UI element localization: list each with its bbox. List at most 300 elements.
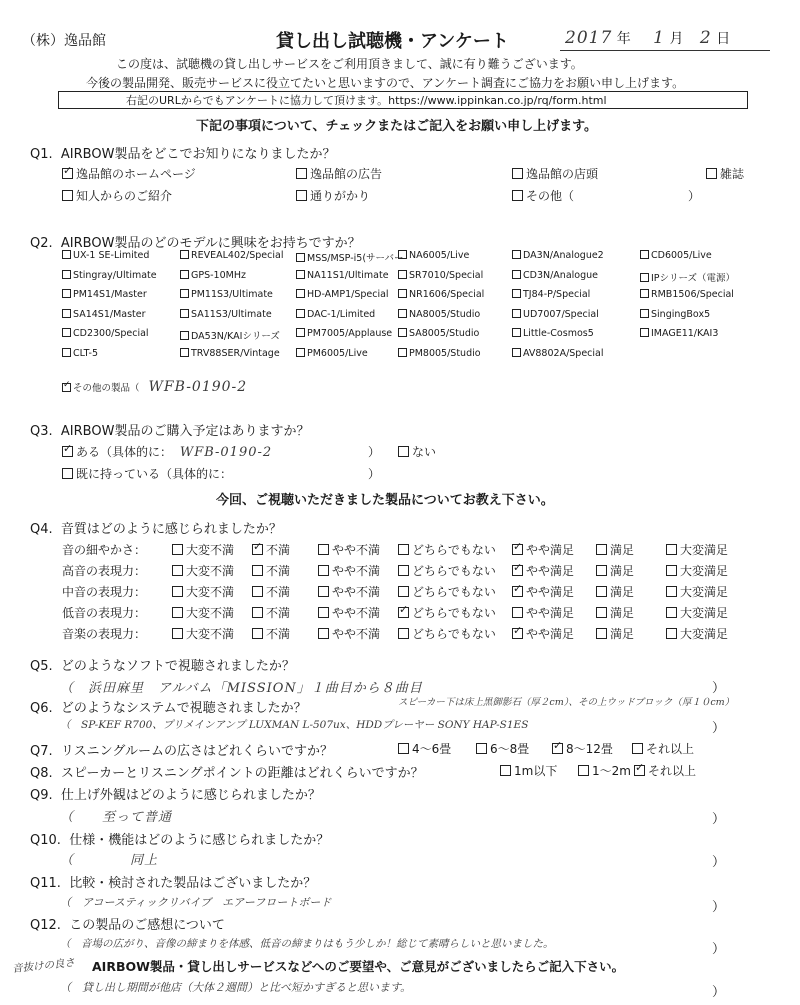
q4-rating-option-label: 満足 <box>610 585 635 599</box>
checkbox[interactable] <box>398 348 407 357</box>
q4-rating-option-label: 不満 <box>266 627 291 641</box>
q2-label: Q2. <box>30 236 53 251</box>
checkbox[interactable] <box>398 289 407 298</box>
q11-answer[interactable]: （ アコースティックリバイブ エアーフロートボード <box>60 896 332 909</box>
q4-rating-option[interactable] <box>512 541 574 558</box>
checkbox[interactable] <box>318 607 329 618</box>
q4-rating-option[interactable] <box>596 562 634 579</box>
q2-other-products[interactable] <box>62 379 247 395</box>
q4-rating-option[interactable] <box>666 583 728 600</box>
model-option-label: PM11S3/Ultimate <box>191 289 273 300</box>
model-option[interactable] <box>62 328 149 339</box>
q4-rating-option[interactable] <box>596 541 634 558</box>
q12-text: この製品のご感想について <box>69 918 225 933</box>
q10-close: ） <box>712 855 726 870</box>
q7-label: Q7. <box>30 744 53 759</box>
model-option-label: DA53N/KAIシリーズ <box>191 331 280 342</box>
checkbox[interactable] <box>398 743 409 754</box>
model-option-label: RMB1506/Special <box>651 289 734 300</box>
q4-rating-option-label: どちらでもない <box>412 606 496 620</box>
checkbox[interactable] <box>296 328 305 337</box>
checkbox[interactable] <box>180 348 189 357</box>
q4-rating-option[interactable] <box>318 583 380 600</box>
model-option-label: UD7007/Special <box>523 308 599 320</box>
intro-line-2: 今後の製品開発、販売サービスに役立てたいと思いますので、アンケート調査にご協力をお願い申し上げます。 <box>86 76 685 90</box>
q2-other-label: その他の製品（ <box>73 383 140 394</box>
q4-rating-option-label: 大変満足 <box>680 564 729 578</box>
checkbox[interactable] <box>640 309 649 318</box>
checkbox[interactable] <box>296 270 305 279</box>
checkbox-checked[interactable] <box>512 565 523 576</box>
checkbox[interactable] <box>512 348 521 357</box>
model-option[interactable] <box>640 250 712 261</box>
q4-rating-option-label: やや満足 <box>526 543 575 557</box>
checkbox[interactable] <box>666 628 677 639</box>
q4-rating-option-label: やや満足 <box>526 585 575 599</box>
q4-rating-option[interactable] <box>252 562 290 579</box>
checkbox-checked[interactable] <box>62 383 71 392</box>
model-option[interactable] <box>296 348 368 359</box>
q4-rating-option[interactable] <box>398 625 496 642</box>
checkbox[interactable] <box>512 168 523 179</box>
q4-rating-option-label: 大変満足 <box>680 543 729 557</box>
model-option[interactable] <box>296 270 389 281</box>
final-side-note[interactable]: 音抜けの良さ <box>11 956 76 976</box>
checkbox[interactable] <box>666 565 677 576</box>
checkbox[interactable] <box>252 607 263 618</box>
q4-rating-option[interactable] <box>596 583 634 600</box>
model-option[interactable] <box>512 328 594 339</box>
company-name: （株）逸品館 <box>22 33 106 49</box>
model-option[interactable] <box>180 250 283 261</box>
q9-question <box>30 784 321 803</box>
q4-row-label: 中音の表現力： <box>62 585 147 599</box>
q6-answer[interactable]: （ SP-KEF R700、プリメインアンプ LUXMAN L-507ux、HDDプレーヤー SONY HAP-S1ES <box>60 719 529 731</box>
model-option-label: REVEAL402/Special <box>191 250 284 261</box>
checkbox[interactable] <box>172 544 183 555</box>
date-year: 2017 <box>565 28 613 48</box>
q6-note[interactable]: スピーカー下は床上黒御影石（厚２cm）、その上ウッドブロック（厚１０cm） <box>398 697 735 708</box>
q8-option[interactable] <box>578 762 631 779</box>
final-answer[interactable]: （ 貸し出し期間が他店（大体２週間）と比べ短かすぎると思います。 <box>60 981 412 994</box>
q3-opt-own[interactable]: 既に持っている（具体的に： <box>62 465 232 482</box>
section-heading: 今回、ご視聴いただきました製品についてお教え下さい。 <box>216 493 554 508</box>
q6-close: ） <box>712 721 726 736</box>
model-option-label: SA8005/Studio <box>409 328 480 339</box>
q4-rating-option[interactable] <box>398 541 496 558</box>
checkbox-checked[interactable] <box>634 765 645 776</box>
q4-rating-option[interactable] <box>172 562 234 579</box>
q4-rating-option-label: やや不満 <box>332 627 381 641</box>
q4-rating-option-label: やや満足 <box>526 606 575 620</box>
checkbox[interactable] <box>180 309 189 318</box>
q4-rating-option-label: どちらでもない <box>412 627 496 641</box>
q4-rating-option-label: 満足 <box>610 627 635 641</box>
checkbox[interactable] <box>62 328 71 337</box>
checkbox[interactable] <box>398 565 409 576</box>
q4-rating-option[interactable] <box>512 562 574 579</box>
q3-opt-own-close: ） <box>368 467 381 481</box>
final-close: ） <box>712 985 726 1000</box>
checkbox[interactable] <box>640 273 649 282</box>
model-option[interactable] <box>62 270 157 281</box>
q3-text: AIRBOW製品のご購入予定はありますか？ <box>60 424 310 439</box>
model-option-label: DA3N/Analogue2 <box>523 250 604 261</box>
q7-option[interactable] <box>552 740 613 757</box>
checkbox-checked[interactable] <box>512 544 523 555</box>
q4-rating-option-label: 不満 <box>266 543 291 557</box>
model-option[interactable] <box>296 328 392 339</box>
q10-answer[interactable]: （ 同上 <box>60 853 159 868</box>
model-option[interactable] <box>398 348 481 359</box>
checkbox[interactable] <box>596 607 607 618</box>
q4-rating-option[interactable] <box>172 583 234 600</box>
q3-opt-no[interactable]: ない <box>398 443 436 460</box>
date-field[interactable] <box>565 28 730 48</box>
q4-rating-option[interactable] <box>596 625 634 642</box>
model-option[interactable] <box>512 289 590 300</box>
checkbox[interactable] <box>512 190 523 201</box>
q4-rating-option[interactable] <box>596 604 634 621</box>
q4-rating-option[interactable] <box>398 604 496 621</box>
checkbox[interactable] <box>62 468 73 479</box>
checkbox[interactable] <box>252 565 263 576</box>
model-option-label: PM14S1/Master <box>73 289 147 300</box>
model-option-label: GPS-10MHz <box>191 269 246 281</box>
model-option-label: TJ84-P/Special <box>523 289 591 300</box>
q4-row-label: 高音の表現力： <box>62 564 147 578</box>
q9-text: 仕上げ外観はどのように感じられましたか？ <box>60 788 321 803</box>
q4-rating-option[interactable] <box>172 541 234 558</box>
q4-rating-option[interactable] <box>172 604 234 621</box>
q4-rating-option[interactable] <box>666 625 728 642</box>
q4-rating-option-label: 満足 <box>610 564 635 578</box>
q6-label: Q6. <box>30 701 53 716</box>
checkbox[interactable] <box>632 743 643 754</box>
q5-text: どのようなソフトで視聴されましたか？ <box>60 659 295 674</box>
q4-rating-option-label: 大変不満 <box>186 543 235 557</box>
q4-rating-option[interactable] <box>512 583 574 600</box>
checkbox[interactable] <box>596 628 607 639</box>
q8-text: スピーカーとリスニングポイントの距離はどれくらいですか？ <box>60 766 424 781</box>
checkbox[interactable] <box>596 544 607 555</box>
q4-rating-option[interactable] <box>398 583 496 600</box>
checkbox[interactable] <box>296 253 305 262</box>
q4-rating-option[interactable] <box>512 604 574 621</box>
checkbox[interactable] <box>640 250 649 259</box>
checkbox[interactable] <box>296 168 307 179</box>
model-option[interactable] <box>398 289 484 300</box>
date-underline <box>560 50 770 51</box>
model-option-label: AV8802A/Special <box>523 347 604 359</box>
q4-rating-option[interactable] <box>512 625 574 642</box>
date-day: 2 <box>699 28 712 48</box>
model-option-label: CD2300/Special <box>73 328 149 339</box>
checkbox[interactable] <box>398 586 409 597</box>
checkbox[interactable] <box>62 250 71 259</box>
q11-close: ） <box>712 900 726 915</box>
q4-rating-option-label: やや不満 <box>332 606 381 620</box>
checkbox-checked[interactable] <box>62 168 73 179</box>
q10-label: Q10. <box>30 833 61 848</box>
checkbox[interactable] <box>62 348 71 357</box>
q1-opt-ad[interactable]: 逸品館の広告 <box>296 165 382 182</box>
checkbox[interactable] <box>666 586 677 597</box>
q4-rating-option-label: 満足 <box>610 543 635 557</box>
checkbox[interactable] <box>512 309 521 318</box>
model-option[interactable] <box>640 289 734 300</box>
model-option[interactable] <box>640 270 735 284</box>
checkbox[interactable] <box>172 586 183 597</box>
model-option-label: PM7005/Applause <box>307 328 393 339</box>
q1-opt-passing[interactable]: 通りがかり <box>296 187 370 204</box>
q4-rating-option-label: 大変不満 <box>186 606 235 620</box>
checkbox[interactable] <box>512 607 523 618</box>
checkbox[interactable] <box>398 328 407 337</box>
checkbox[interactable] <box>500 765 511 776</box>
q4-rating-option-label: やや不満 <box>332 585 381 599</box>
checkbox[interactable] <box>62 309 71 318</box>
q7-text: リスニングルームの広さはどれくらいですか？ <box>60 744 333 759</box>
checkbox[interactable] <box>62 270 71 279</box>
q4-rating-option[interactable] <box>172 625 234 642</box>
model-option-label: CD6005/Live <box>651 250 712 261</box>
form-title: 貸し出し試聴機・アンケート <box>276 31 509 52</box>
q1-opt-store[interactable]: 逸品館の店頭 <box>512 165 598 182</box>
q12-label: Q12. <box>30 918 61 933</box>
checkbox[interactable] <box>476 743 487 754</box>
checkbox[interactable] <box>172 628 183 639</box>
model-option[interactable] <box>180 328 280 342</box>
model-option-label: TRV88SER/Vintage <box>191 347 280 359</box>
q4-rating-option[interactable] <box>666 541 728 558</box>
q1-opt-homepage[interactable]: ✓逸品館のホームページ <box>62 165 196 182</box>
q4-question <box>30 518 282 537</box>
q4-rating-option[interactable] <box>666 604 728 621</box>
checkbox-checked[interactable] <box>252 544 263 555</box>
checkbox[interactable] <box>666 607 677 618</box>
checkbox[interactable] <box>180 270 189 279</box>
q4-rating-option[interactable] <box>252 604 290 621</box>
model-option[interactable] <box>512 270 598 281</box>
checkbox[interactable] <box>596 586 607 597</box>
model-option-label: CD3N/Analogue <box>523 269 598 281</box>
model-option-label: PM8005/Studio <box>409 347 481 359</box>
checkbox[interactable] <box>172 607 183 618</box>
model-option[interactable] <box>180 270 246 281</box>
model-option[interactable] <box>296 289 389 300</box>
model-option[interactable] <box>296 250 404 264</box>
q4-rating-option-label: 大変満足 <box>680 627 729 641</box>
instruction: 下記の事項について、チェックまたはご記入をお願い申し上げます。 <box>196 119 598 134</box>
q4-rating-option-label: 満足 <box>610 606 635 620</box>
q4-rating-option[interactable] <box>252 625 290 642</box>
model-option-label: IPシリーズ（電源） <box>651 272 736 284</box>
q12-answer[interactable]: （ 音場の広がり、音像の締まりを体感、低音の締まりはもう少しか！総じて素晴らしいと思いました。 <box>60 938 554 950</box>
q2-text: AIRBOW製品のどのモデルに興味をお持ちですか？ <box>60 236 361 251</box>
date-month: 1 <box>653 28 665 48</box>
q4-label: Q4. <box>30 522 53 537</box>
q4-rating-option[interactable] <box>666 562 728 579</box>
checkbox[interactable] <box>180 331 189 340</box>
model-option[interactable] <box>512 250 604 261</box>
q3-label: Q3. <box>30 424 53 439</box>
checkbox-checked[interactable] <box>62 446 73 457</box>
checkbox[interactable] <box>252 586 263 597</box>
model-option[interactable] <box>296 309 375 320</box>
checkbox-checked[interactable] <box>512 586 523 597</box>
model-option-label: PM6005/Live <box>307 347 368 359</box>
q4-rating-option-label: どちらでもない <box>412 564 496 578</box>
q4-rating-option[interactable] <box>318 562 380 579</box>
model-option-label: NA8005/Studio <box>409 308 481 320</box>
q4-rating-option[interactable] <box>318 541 380 558</box>
q1-opt-friend[interactable]: 知人からのご紹介 <box>62 187 172 204</box>
q8-option[interactable] <box>500 762 557 779</box>
q3-opt-yes-close: ） <box>368 445 381 459</box>
model-option[interactable] <box>512 348 604 359</box>
q1-text: AIRBOW製品をどこでお知りになりましたか？ <box>60 147 336 162</box>
checkbox[interactable] <box>666 544 677 555</box>
model-option-label: CLT-5 <box>73 347 99 359</box>
checkbox-checked[interactable] <box>512 628 523 639</box>
q5-close: ） <box>712 681 726 696</box>
model-option[interactable] <box>398 250 469 261</box>
checkbox[interactable] <box>180 289 189 298</box>
model-option-label: MSS/MSP-i5(サーバー <box>307 253 404 264</box>
q7-option-label: それ以上 <box>646 742 695 756</box>
checkbox[interactable] <box>296 289 305 298</box>
q4-row-label: 音の細やかさ： <box>62 543 147 557</box>
q4-rating-option-label: どちらでもない <box>412 585 496 599</box>
checkbox[interactable] <box>512 328 521 337</box>
q4-rating-option[interactable] <box>252 541 290 558</box>
model-option-label: SingingBox5 <box>651 308 711 320</box>
model-option[interactable] <box>62 250 149 261</box>
q3-question <box>30 420 309 439</box>
q1-label: Q1. <box>30 147 53 162</box>
model-option-label: SA14S1/Master <box>73 308 146 320</box>
q8-option-label: 1～2m <box>592 764 631 778</box>
checkbox[interactable] <box>62 289 71 298</box>
model-option-label: SA11S3/Ultimate <box>191 308 272 320</box>
q4-rating-option-label: やや不満 <box>332 543 381 557</box>
q5-label: Q5. <box>30 659 53 674</box>
checkbox[interactable] <box>180 250 189 259</box>
checkbox[interactable] <box>596 565 607 576</box>
checkbox[interactable] <box>640 328 649 337</box>
checkbox[interactable] <box>512 270 521 279</box>
model-option[interactable] <box>398 328 479 339</box>
checkbox[interactable] <box>62 190 73 201</box>
checkbox[interactable] <box>398 544 409 555</box>
checkbox[interactable] <box>318 586 329 597</box>
checkbox[interactable] <box>318 544 329 555</box>
checkbox[interactable] <box>252 628 263 639</box>
checkbox[interactable] <box>578 765 589 776</box>
q7-option-label: 4～6畳 <box>412 742 452 756</box>
q4-rating-option-label: 不満 <box>266 606 291 620</box>
checkbox[interactable] <box>398 270 407 279</box>
q4-rating-option[interactable] <box>318 604 380 621</box>
q4-rating-option-label: 大変不満 <box>186 585 235 599</box>
q4-rating-option[interactable] <box>398 562 496 579</box>
checkbox[interactable] <box>318 565 329 576</box>
model-option[interactable] <box>62 309 146 320</box>
q8-option[interactable] <box>634 762 696 779</box>
model-option[interactable] <box>640 328 718 339</box>
q9-answer[interactable]: （ 至って普通 <box>60 810 173 825</box>
model-option[interactable] <box>62 289 147 300</box>
url-line[interactable]: 右記のURLからでもアンケートに協力して頂けます。https://www.ippinkan.co.jp/rq/form.html <box>126 94 607 107</box>
q1-opt-other[interactable]: その他（ <box>512 187 574 204</box>
q3-opt-yes[interactable]: ✓ある（具体的に： WFB-0190-2 <box>62 443 272 460</box>
q7-option-label: 6～8畳 <box>490 742 530 756</box>
model-option[interactable] <box>398 309 480 320</box>
checkbox[interactable] <box>398 446 409 457</box>
checkbox[interactable] <box>296 348 305 357</box>
model-option[interactable] <box>180 309 272 320</box>
model-option[interactable] <box>640 309 710 320</box>
checkbox[interactable] <box>398 309 407 318</box>
q4-rating-option-label: 不満 <box>266 585 291 599</box>
model-option[interactable] <box>180 348 280 359</box>
checkbox[interactable] <box>398 628 409 639</box>
model-option-label: NA11S1/Ultimate <box>307 269 389 281</box>
q11-label: Q11. <box>30 876 61 891</box>
model-option-label: Little-Cosmos5 <box>523 328 594 339</box>
date-day-label: 日 <box>716 31 731 47</box>
model-option[interactable] <box>62 348 98 359</box>
model-option-label: Stingray/Ultimate <box>73 269 157 281</box>
q1-question <box>30 143 335 162</box>
q7-option[interactable] <box>398 740 451 757</box>
q4-rating-option[interactable] <box>318 625 380 642</box>
checkbox-checked[interactable] <box>398 607 409 618</box>
q10-text: 仕様・機能はどのように感じられましたか？ <box>69 833 330 848</box>
checkbox[interactable] <box>706 168 717 179</box>
model-option-label: IMAGE11/KAI3 <box>651 328 719 339</box>
q7-option-label: 8～12畳 <box>566 742 613 756</box>
checkbox[interactable] <box>296 190 307 201</box>
checkbox[interactable] <box>172 565 183 576</box>
q9-close: ） <box>712 812 726 827</box>
checkbox[interactable] <box>512 250 521 259</box>
model-option-label: NA6005/Live <box>409 250 470 261</box>
checkbox[interactable] <box>640 289 649 298</box>
q4-rating-option-label: 大変不満 <box>186 627 235 641</box>
q2-other-value: WFB-0190-2 <box>148 379 248 395</box>
q12-close: ） <box>712 942 726 957</box>
model-option-label: DAC-1/Limited <box>307 308 376 320</box>
q4-text: 音質はどのように感じられましたか？ <box>60 522 282 537</box>
checkbox-checked[interactable] <box>552 743 563 754</box>
model-option[interactable] <box>180 289 273 300</box>
model-option[interactable] <box>398 270 483 281</box>
q7-option[interactable] <box>632 740 694 757</box>
checkbox[interactable] <box>512 289 521 298</box>
model-option-label: SR7010/Special <box>409 269 484 281</box>
checkbox[interactable] <box>318 628 329 639</box>
q4-rating-option[interactable] <box>252 583 290 600</box>
q1-opt-magazine[interactable]: 雑誌 <box>706 165 744 182</box>
q7-option[interactable] <box>476 740 529 757</box>
checkbox[interactable] <box>398 250 407 259</box>
q2-question <box>30 232 361 251</box>
q5-answer[interactable]: （ 浜田麻里 アルバム「MISSION」１曲目から８曲目 <box>60 681 423 696</box>
checkbox[interactable] <box>296 309 305 318</box>
model-option[interactable] <box>512 309 599 320</box>
